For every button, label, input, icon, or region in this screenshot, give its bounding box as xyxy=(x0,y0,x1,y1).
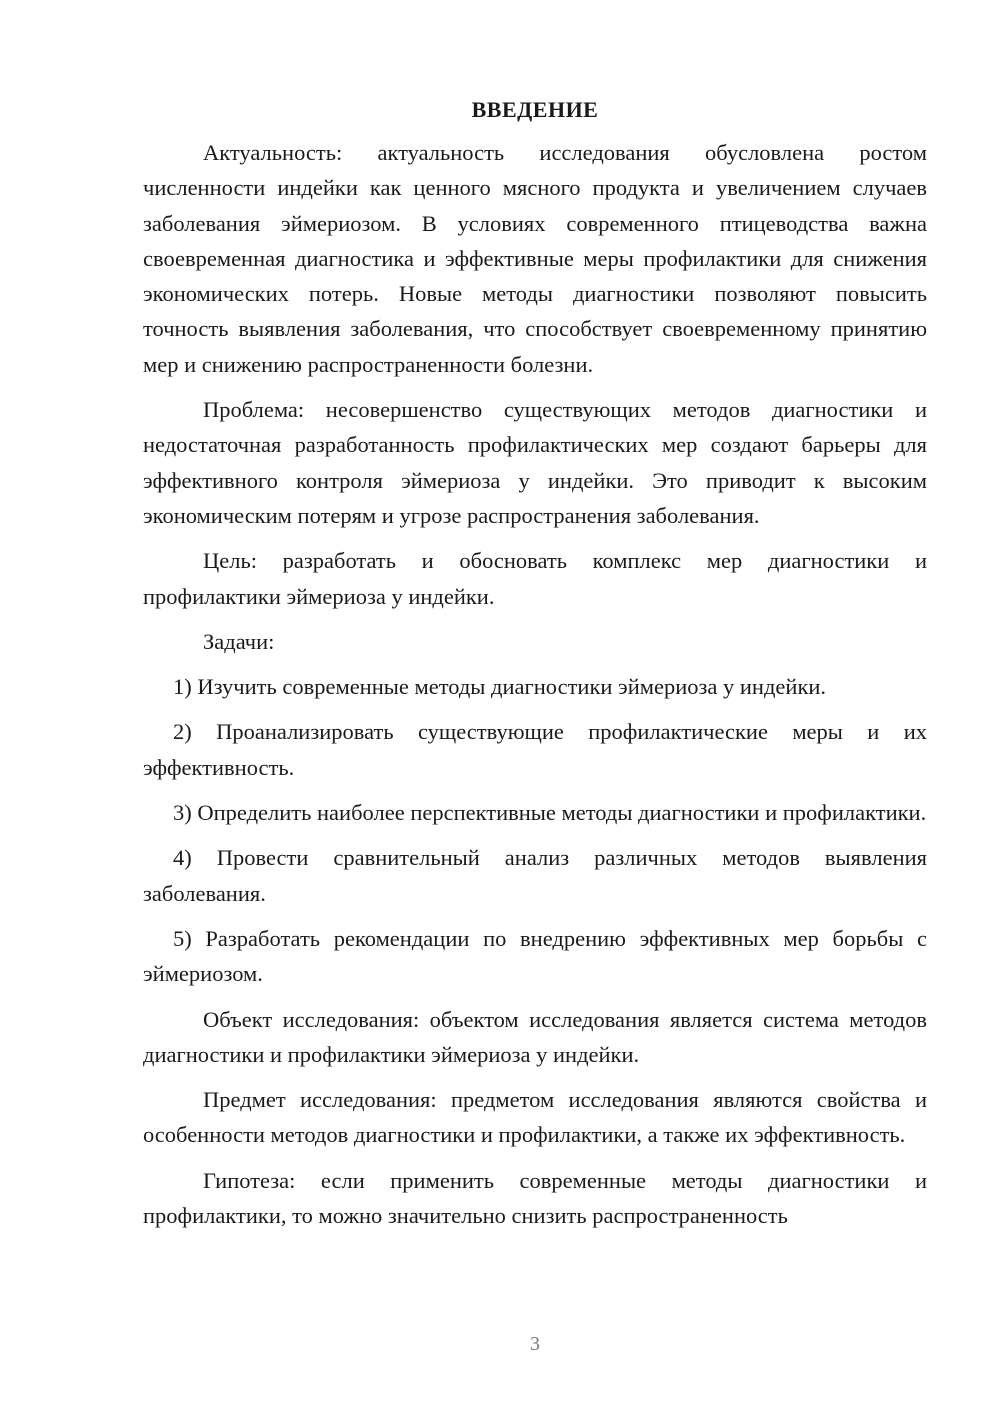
paragraph-object: Объект исследования: объектом исследования является система методов диагностики и профилактики эймериоза у индейки. xyxy=(143,1006,927,1067)
paragraph-hypothesis: Гипотеза: если применить современные методы диагностики и профилактики, то можно значительно снизить распространенность xyxy=(143,1167,927,1229)
paragraph-goal: Цель: разработать и обосновать комплекс мер диагностики и профилактики эймериоза у индейки. xyxy=(143,548,927,609)
task-item-2: 2) Проанализировать существующие профилактические меры и их эффективность. xyxy=(143,719,927,780)
paragraph-subject: Предмет исследования: предметом исследования являются свойства и особенности методов диагностики и профилактики, а также их эффективность. xyxy=(143,1087,927,1148)
task-item-1: 1) Изучить современные методы диагностики эймериоза у индейки. xyxy=(173,674,827,700)
document-page xyxy=(143,95,927,1243)
section-title: ВВЕДЕНИЕ xyxy=(471,97,599,122)
paragraph-problem: Проблема: несовершенство существующих методов диагностики и недостаточная разработанность профилактических мер создают барьеры для эффективного контроля эймериоза у индейки. Это приводит к высоким экономическим потерям и угрозе распространения заболевания. xyxy=(143,397,927,528)
task-item-3: 3) Определить наиболее перспективные методы диагностики и профилактики. xyxy=(173,800,927,826)
task-item-4: 4) Провести сравнительный анализ различных методов выявления заболевания. xyxy=(143,845,927,906)
task-item-5: 5) Разработать рекомендации по внедрению эффективных мер борьбы с эймериозом. xyxy=(143,925,927,987)
page-number: 3 xyxy=(530,1333,540,1355)
paragraph-relevance: Актуальность: актуальность исследования обусловлена ростом численности индейки как ценного мясного продукта и увеличением случаев заболевания эймериозом. В условиях современного птицеводства важна своевременная диагностика и эффективные меры профилактики для снижения экономических потерь. Новые методы диагностики позволяют повысить точность выявления заболевания, что способствует своевременному принятию мер и снижению распространенности болезни. xyxy=(143,140,927,377)
tasks-heading: Задачи: xyxy=(203,628,275,654)
